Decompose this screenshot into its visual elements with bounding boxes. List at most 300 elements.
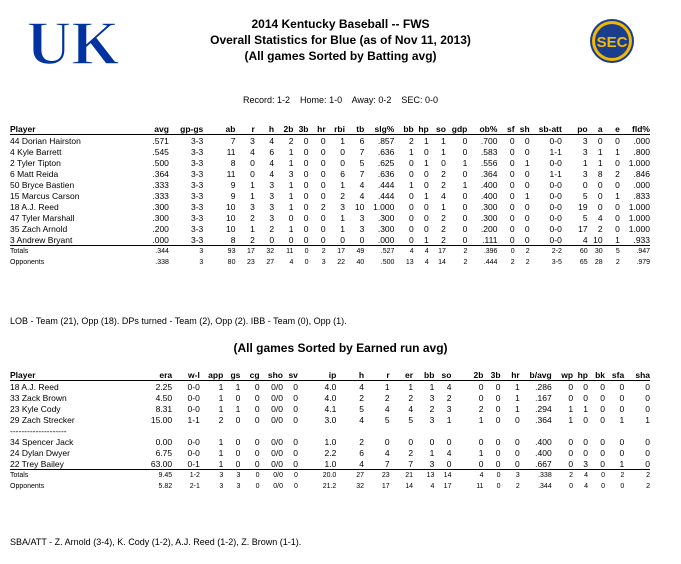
stat-cell: 0 (583, 414, 588, 425)
column-header: rbi (326, 123, 345, 135)
stat-cell: .300 (480, 212, 498, 223)
stat-cell: 0 (408, 212, 414, 223)
column-header: avg (137, 123, 169, 135)
stat-cell: 1 (568, 403, 574, 414)
stat-cell: 2 (463, 259, 468, 266)
svg-text:SEC: SEC (596, 34, 628, 51)
stat-cell: 0 (601, 483, 606, 490)
stat-cell: 0-0 (549, 157, 562, 168)
stat-cell: 2 (308, 246, 325, 258)
stat-cell: 3 (583, 458, 588, 469)
stat-cell: .625 (377, 157, 395, 168)
column-header: w-l (172, 369, 200, 381)
record-line: Record: 1-2 Home: 1-0 Away: 0-2 SEC: 0-0 (243, 95, 438, 105)
stat-cell: .000 (633, 135, 650, 146)
table-row (10, 392, 650, 403)
stat-cell: 0 (320, 190, 326, 201)
stat-cell: 0 (303, 135, 309, 146)
stat-cell: 0 (340, 234, 345, 245)
stat-cell: 3-3 (190, 223, 204, 234)
stat-cell: .800 (633, 146, 650, 157)
player-name: 33 Zack Brown (10, 392, 67, 403)
stat-cell: 3 (582, 146, 588, 157)
stat-cell: 1 (235, 403, 241, 414)
stat-cell: 4.50 (155, 392, 173, 403)
stat-cell: 0 (320, 223, 326, 234)
player-name: 35 Zach Arnold (10, 223, 68, 234)
stat-cell: 4.0 (324, 381, 337, 392)
stat-cell: 1 (424, 234, 429, 245)
stat-cell: 0 (615, 135, 620, 146)
stat-cell: 1 (524, 157, 530, 168)
report-title: 2014 Kentucky Baseball -- FWS (251, 17, 430, 31)
column-header: sf (497, 123, 514, 135)
stat-cell: 4 (269, 168, 275, 179)
stat-cell: 0 (462, 223, 468, 234)
stat-cell: 0 (255, 483, 260, 490)
stat-cell: 0 (408, 201, 414, 212)
stat-cell: 1 (408, 146, 414, 157)
stat-cell: 0 (293, 414, 298, 425)
stat-cell: 0 (514, 436, 520, 447)
stat-cell: 0 (424, 223, 429, 234)
stat-cell: 1 (218, 447, 224, 458)
stat-cell: 0 (293, 392, 298, 403)
stat-cell: .545 (152, 146, 169, 157)
stat-cell: 65 (579, 259, 588, 266)
stat-cell: 0 (235, 414, 241, 425)
stat-cell: 0 (359, 234, 365, 245)
stat-cell: 0 (235, 458, 241, 469)
stat-cell: 0 (600, 458, 606, 469)
stat-cell: 0 (509, 201, 515, 212)
stat-cell: 0 (615, 201, 620, 212)
stat-cell: 0 (509, 212, 515, 223)
stat-cell: 0 (303, 212, 309, 223)
column-header: ob% (467, 123, 497, 135)
stat-cell: 7 (359, 168, 365, 179)
stat-cell: .200 (152, 223, 169, 234)
stat-cell: 0 (303, 168, 309, 179)
stat-cell: 32 (255, 246, 274, 258)
stat-cell: .396 (467, 246, 497, 258)
stat-cell: 2 (615, 168, 620, 179)
stat-cell: 80 (227, 259, 236, 266)
stat-cell: 17 (429, 246, 446, 258)
stat-cell: 0 (568, 447, 574, 458)
stat-cell: 3-3 (190, 190, 204, 201)
divider-row (10, 425, 650, 436)
stat-cell: 0-0 (187, 436, 200, 447)
stat-cell: 0 (495, 458, 501, 469)
stat-cell: 4 (582, 234, 588, 245)
column-header: r (364, 369, 390, 381)
stat-cell: 0 (615, 223, 620, 234)
column-header: fld% (620, 123, 650, 135)
stat-cell: 2 (446, 392, 452, 403)
column-header: gdp (446, 123, 467, 135)
stat-cell: 0 (340, 157, 345, 168)
column-header: b/avg (520, 369, 552, 381)
stat-cell: 0 (524, 168, 530, 179)
stat-cell: 4 (384, 447, 390, 458)
stat-cell: 0 (235, 392, 241, 403)
stat-cell: 0 (619, 436, 625, 447)
player-name: Totals (10, 470, 136, 482)
stat-cell: 0-0 (187, 403, 200, 414)
stat-cell: .364 (480, 168, 498, 179)
stat-cell: 0 (509, 223, 515, 234)
stat-cell: 1 (582, 157, 588, 168)
stat-cell: 4 (597, 212, 603, 223)
stat-cell: 3 (269, 201, 275, 212)
column-header: hr (501, 369, 520, 381)
stat-cell: .444 (377, 190, 395, 201)
column-header: so (434, 369, 451, 381)
stat-cell: 10 (226, 201, 236, 212)
stat-cell: 0 (495, 436, 501, 447)
stat-cell: 1 (288, 223, 294, 234)
stat-cell: 5 (384, 414, 390, 425)
column-header: hr (308, 123, 325, 135)
stat-cell: 0 (320, 179, 326, 190)
stat-cell: 3 (288, 168, 294, 179)
stat-cell: 2 (552, 470, 573, 482)
stat-cell: 27 (266, 259, 275, 266)
player-name: 18 A.J. Reed (10, 201, 59, 212)
stat-cell: 1 (288, 190, 294, 201)
table-row (10, 381, 650, 393)
stat-cell: 0 (424, 168, 429, 179)
stat-cell: 7 (408, 458, 414, 469)
stat-cell: 1.000 (373, 201, 395, 212)
divider: -------------------- (10, 425, 67, 436)
stat-cell: 3 (223, 470, 240, 482)
stat-cell: 4.0 (324, 392, 337, 403)
stat-cell: 22 (337, 259, 345, 266)
stat-cell: 3 (269, 190, 275, 201)
stat-cell: 1 (218, 392, 224, 403)
stat-cell: 19 (578, 201, 588, 212)
stat-cell: 0 (462, 190, 468, 201)
stat-cell: 2 (288, 135, 294, 146)
stat-cell: .400 (480, 179, 498, 190)
stat-cell: 3 (446, 403, 452, 414)
stat-cell: 0 (619, 392, 625, 403)
stat-cell: 0 (478, 392, 484, 403)
stat-cell: 13 (405, 259, 414, 266)
stat-cell: .667 (535, 458, 552, 469)
stat-cell: .338 (520, 470, 552, 482)
stat-cell: 0 (509, 157, 515, 168)
stat-cell: 0 (250, 157, 255, 168)
stat-cell: .636 (377, 168, 395, 179)
stat-cell: 1 (619, 414, 625, 425)
stat-cell: 0 (496, 483, 501, 490)
stat-cell: 0 (254, 414, 260, 425)
stat-cell: 0 (269, 234, 275, 245)
stat-cell: 1 (568, 414, 574, 425)
stat-cell: 0/0 (271, 414, 283, 425)
stat-cell: 0 (303, 223, 309, 234)
table-row (10, 414, 650, 425)
column-header: a (588, 123, 603, 135)
stat-cell: 5 (603, 246, 620, 258)
stat-cell: 1.000 (628, 201, 650, 212)
stat-cell: 3 (250, 135, 255, 146)
stat-cell: 10 (593, 234, 603, 245)
stat-cell: 1 (478, 414, 484, 425)
stat-cell: 4 (446, 381, 452, 392)
stat-cell: 0 (462, 234, 468, 245)
stat-cell: 11 (274, 246, 293, 258)
stat-cell: 0-0 (549, 179, 562, 190)
stat-cell: 1 (441, 135, 446, 146)
stat-cell: 0 (524, 201, 530, 212)
stat-cell: .300 (377, 223, 395, 234)
column-header: sho (260, 369, 283, 381)
stat-cell: 20.0 (298, 470, 336, 482)
stat-cell: 3-3 (190, 157, 204, 168)
stat-cell: 1 (218, 403, 224, 414)
stat-cell: 0 (254, 447, 260, 458)
stat-cell: 14 (405, 483, 414, 490)
column-header: e (603, 123, 620, 135)
stat-cell: 6 (340, 168, 345, 179)
stat-cell: 0 (569, 483, 574, 490)
report-subtitle: Overall Statistics for Blue (as of Nov 11, 2013) (210, 33, 471, 47)
stat-cell: 10 (226, 223, 236, 234)
stat-cell: 1.000 (628, 223, 650, 234)
stat-cell: 4 (394, 246, 413, 258)
stat-cell: 4 (359, 190, 365, 201)
stat-cell: 0 (588, 470, 605, 482)
stat-cell: 0 (509, 146, 515, 157)
stat-cell: 0 (645, 447, 650, 458)
stat-cell: 2 (525, 259, 530, 266)
stat-cell: 0-0 (187, 392, 200, 403)
stat-cell: 0 (597, 190, 603, 201)
stat-cell: 0/0 (271, 381, 283, 392)
stat-cell: 0/0 (271, 436, 283, 447)
stat-cell: 0 (509, 190, 515, 201)
stat-cell: 2 (478, 403, 484, 414)
stat-cell: 2 (250, 212, 255, 223)
stat-cell: 3 (340, 201, 345, 212)
stat-cell: 0-0 (549, 190, 562, 201)
stat-cell: 4 (359, 458, 365, 469)
player-name: 15 Marcus Carson (10, 190, 80, 201)
stat-cell: 9 (230, 190, 236, 201)
stat-cell: 1 (424, 157, 429, 168)
stat-cell: 0 (462, 146, 468, 157)
stat-cell: 0 (408, 168, 414, 179)
stat-cell: .846 (633, 168, 650, 179)
stat-cell: 5 (408, 414, 414, 425)
stat-cell: 0 (524, 135, 530, 146)
stat-cell: 49 (345, 246, 364, 258)
stat-cell: 9 (230, 179, 236, 190)
stat-cell: 0 (478, 436, 484, 447)
stat-cell: 1 (218, 381, 224, 392)
stat-cell: 0 (583, 447, 588, 458)
stat-cell: 0 (568, 392, 574, 403)
stat-cell: .500 (152, 157, 169, 168)
player-name: 47 Tyler Marshall (10, 212, 75, 223)
table-row (10, 447, 650, 458)
stat-cell: 3-3 (190, 234, 204, 245)
stat-cell: 0 (294, 483, 298, 490)
player-name: 29 Zach Strecker (10, 414, 75, 425)
stat-cell: .527 (364, 246, 394, 258)
stat-cell: 6 (269, 146, 275, 157)
column-header: Player (10, 369, 136, 381)
stat-cell: .400 (535, 436, 552, 447)
report-header (0, 16, 681, 64)
stat-cell: 0 (615, 179, 620, 190)
stat-cell: 0 (293, 436, 298, 447)
stat-cell: 2 (250, 234, 255, 245)
stat-cell: 1 (514, 392, 520, 403)
stat-cell: 17 (443, 483, 452, 490)
column-header: h (336, 369, 364, 381)
stat-cell: 2 (359, 436, 365, 447)
stat-cell: 28 (594, 259, 603, 266)
stat-cell: 0 (568, 381, 574, 392)
stat-cell: .300 (152, 212, 169, 223)
stat-cell: 0 (462, 201, 468, 212)
stat-cell: 1 (597, 157, 603, 168)
stat-cell: 2 (446, 246, 467, 258)
stat-cell: 2 (320, 201, 326, 212)
stat-cell: 3 (169, 246, 203, 258)
stat-cell: 3 (359, 212, 365, 223)
stat-cell: 0/0 (271, 458, 283, 469)
column-header: bb (413, 369, 434, 381)
table-row (10, 257, 650, 268)
table-row (10, 157, 650, 168)
stat-cell: 30 (588, 246, 603, 258)
table-row (10, 403, 650, 414)
stat-cell: 1 (340, 212, 345, 223)
stat-cell: 21.2 (322, 483, 337, 490)
stat-cell: 63.00 (150, 458, 173, 469)
stat-cell: 0 (320, 212, 326, 223)
stat-cell: 1 (408, 179, 414, 190)
player-name: Opponents (10, 483, 45, 490)
column-header: wp (552, 369, 573, 381)
stat-cell: 0 (497, 246, 514, 258)
stat-cell: 4 (289, 259, 294, 266)
pitching-title: (All games Sorted by Earned run avg) (233, 341, 448, 355)
stat-cell: 3 (359, 223, 365, 234)
stat-cell: 0 (303, 201, 309, 212)
stat-cell: 2.2 (324, 447, 337, 458)
stat-cell: 7 (359, 146, 365, 157)
column-header: 2b (451, 369, 483, 381)
stat-cell: 0 (293, 246, 308, 258)
stat-cell: 0 (582, 179, 588, 190)
stat-cell: 0 (600, 381, 606, 392)
stat-cell: .333 (152, 179, 169, 190)
stat-cell: .338 (155, 259, 169, 266)
stat-cell: 0 (441, 157, 446, 168)
table-row (10, 168, 650, 179)
player-name: 50 Bryce Bastien (10, 179, 75, 190)
stat-cell: 0 (509, 179, 515, 190)
stat-cell: 3-3 (190, 146, 204, 157)
player-name: 23 Kyle Cody (10, 403, 61, 414)
table-row (10, 246, 650, 258)
stat-cell: 0/0 (260, 470, 283, 482)
stat-cell: 1 (441, 146, 446, 157)
stat-cell: 0 (495, 403, 501, 414)
stat-cell: 3 (269, 179, 275, 190)
stat-cell: 1 (250, 179, 255, 190)
stat-cell: 1 (615, 234, 620, 245)
stat-cell: 0 (254, 381, 260, 392)
stat-cell: 2 (441, 168, 446, 179)
stat-cell: 3 (219, 483, 224, 490)
stat-cell: 1 (288, 157, 294, 168)
stat-cell: 1-1 (187, 414, 200, 425)
sba-note: SBA/ATT - Z. Arnold (3-4), K. Cody (1-2), A.J. Reed (1-2), Z. Brown (1-1). (10, 537, 302, 547)
stat-cell: 0 (303, 146, 309, 157)
stat-cell: 4 (269, 157, 275, 168)
table-row (10, 201, 650, 212)
stat-cell: 17 (235, 246, 254, 258)
batting-table (10, 123, 650, 268)
stat-cell: 1 (218, 458, 224, 469)
stat-cell: 0/0 (273, 483, 283, 490)
column-header: Player (10, 123, 137, 135)
stat-cell: 4 (441, 190, 446, 201)
column-header: hp (573, 369, 588, 381)
stat-cell: 0 (293, 381, 298, 392)
stat-cell: 4 (424, 259, 429, 266)
stat-cell: .400 (535, 447, 552, 458)
stat-cell: 0 (600, 403, 606, 414)
stat-cell: 3-3 (190, 135, 204, 146)
stat-cell: 0 (288, 212, 294, 223)
stat-cell: 0 (254, 403, 260, 414)
stat-cell: 1 (514, 381, 520, 392)
stat-cell: 4 (446, 447, 452, 458)
stat-cell: 0 (250, 168, 255, 179)
column-header: sha (624, 369, 650, 381)
stat-cell: 0 (478, 458, 484, 469)
stat-cell: 0/0 (271, 403, 283, 414)
column-header: tb (345, 123, 364, 135)
stat-cell: 3 (429, 414, 435, 425)
stat-cell: 2 (269, 223, 275, 234)
stat-cell: 4 (584, 483, 588, 490)
stat-cell: 1 (478, 447, 484, 458)
stat-cell: 1.0 (324, 458, 337, 469)
stat-cell: 0 (303, 179, 309, 190)
stat-cell: 0 (615, 157, 620, 168)
stat-cell: 2 (441, 212, 446, 223)
stat-cell: .344 (538, 483, 552, 490)
stat-cell: 8.31 (155, 403, 173, 414)
stat-cell: 0/0 (271, 392, 283, 403)
column-header: hp (414, 123, 429, 135)
player-name: 4 Kyle Barrett (10, 146, 62, 157)
stat-cell: 9.45 (136, 470, 172, 482)
stat-cell: 1 (597, 146, 603, 157)
stat-cell: .857 (377, 135, 395, 146)
stat-cell: 0 (446, 458, 452, 469)
